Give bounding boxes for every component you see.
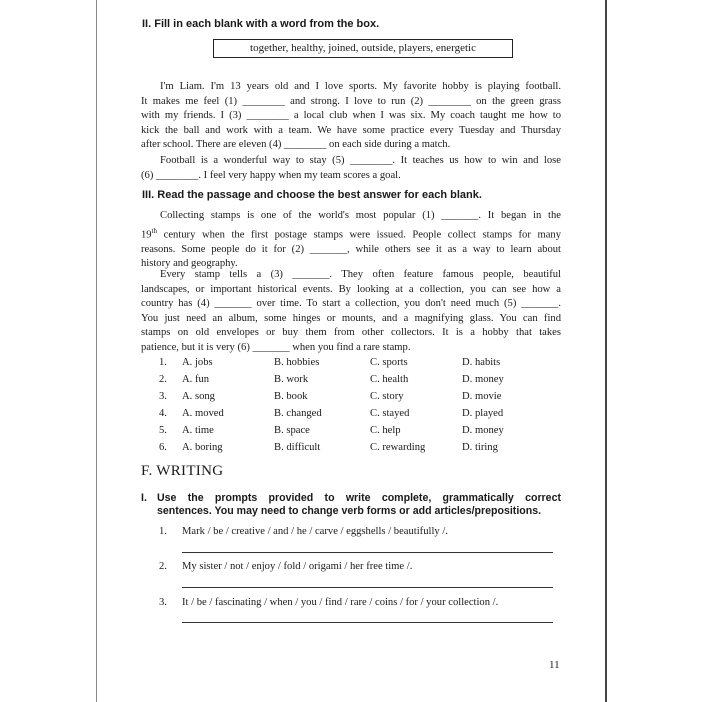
option-a[interactable]: A. time (182, 425, 214, 436)
answer-line[interactable] (182, 552, 553, 553)
option-d[interactable]: D. played (462, 408, 504, 419)
s2-p1-line-5: after school. There are eleven (4) ________ on each side during a match. (141, 139, 451, 150)
s3-p1-century-suffix: th (151, 226, 158, 235)
option-a[interactable]: A. fun (182, 374, 210, 385)
option-c[interactable]: C. help (370, 425, 401, 436)
answer-line[interactable] (182, 622, 553, 623)
s2-p1-line-3: with my friends. I (3) ________ a local club when I was six. My coach taught me how to (141, 110, 561, 121)
option-c[interactable]: C. story (370, 391, 404, 402)
section-3-paragraph-2 (141, 268, 561, 355)
page-right-edge (605, 0, 607, 702)
option-number: 4. (159, 408, 167, 419)
option-a[interactable]: A. jobs (182, 357, 213, 368)
instruction-line-1: Use the prompts provided to write complete, grammatically correct (157, 492, 561, 504)
option-b[interactable]: B. book (274, 391, 308, 402)
option-d[interactable]: D. money (462, 374, 504, 385)
prompt-number: 2. (159, 561, 167, 572)
option-a[interactable]: A. boring (182, 442, 223, 453)
instruction-number: I. (141, 492, 147, 504)
prompt-text: It / be / fascinating / when / you / find / rare / coins / for / your collection /. (182, 597, 499, 608)
s3-p2-line-2: landscapes, or important historical events. By looking at a collection, you can see how a (141, 283, 561, 295)
option-b[interactable]: B. space (274, 425, 310, 436)
section-2-paragraph-2 (141, 154, 561, 183)
s3-p1-century-number: 19 (141, 229, 152, 241)
instruction-line-2: sentences. You may need to change verb forms or add articles/prepositions. (157, 505, 542, 517)
writing-instruction (141, 492, 561, 518)
s2-p2-line-1: Football is a wonderful way to stay (5) ________. It teaches us how to win and lose (160, 155, 561, 166)
prompt-number: 1. (159, 526, 167, 537)
s3-p1-line-2 (141, 224, 561, 243)
option-c[interactable]: C. stayed (370, 408, 410, 419)
option-c[interactable]: C. health (370, 374, 409, 385)
option-b[interactable]: B. changed (274, 408, 322, 419)
s3-p1-line-1: Collecting stamps is one of the world's most popular (1) _______. It began in the (160, 210, 561, 221)
s3-p1-line-2-rest: century when the first postage stamps were issued. People collect stamps for many (157, 229, 561, 241)
option-b[interactable]: B. difficult (274, 442, 321, 453)
s3-p2-line-5: stamps on old envelopes or buy them from other collectors. It is a hobby that takes (141, 327, 561, 338)
word-box: together, healthy, joined, outside, players, energetic (213, 39, 513, 58)
s2-p1-line-1: I'm Liam. I'm 13 years old and I love sports. My favorite hobby is playing football. (160, 81, 561, 92)
option-number: 5. (159, 425, 167, 436)
section-3-heading: III. Read the passage and choose the best answer for each blank. (142, 189, 482, 201)
option-number: 2. (159, 374, 167, 385)
option-number: 1. (159, 357, 167, 368)
section-2-paragraph-1 (141, 80, 561, 153)
s3-p1-line-3: reasons. Some people do it for (2) _______, while others see it as a way to learn about (141, 243, 561, 255)
option-b[interactable]: B. work (274, 374, 309, 385)
option-b[interactable]: B. hobbies (274, 357, 320, 368)
s3-p2-line-4: You just need an album, some hinges or mounts, and a magnifying glass. You can find (141, 312, 561, 324)
page-left-edge (96, 0, 97, 702)
s2-p2-line-2: (6) ________. I feel very happy when my team scores a goal. (141, 169, 401, 181)
page-number: 11 (549, 659, 560, 671)
section-2-heading: II. Fill in each blank with a word from the box. (142, 18, 380, 30)
s3-p2-line-6: patience, but it is very (6) _______ when you find a rare stamp. (141, 341, 411, 353)
s3-p2-line-3: country has (4) _______ over time. To start a collection, you don't need much (5) _______. (141, 298, 561, 309)
s3-p1-line-4: history and geography. (141, 258, 238, 270)
prompt-text: My sister / not / enjoy / fold / origami / her free time /. (182, 561, 413, 572)
answer-line[interactable] (182, 587, 553, 588)
option-number: 3. (159, 391, 167, 402)
prompt-text: Mark / be / creative / and / he / carve / eggshells / beautifully /. (182, 526, 448, 537)
prompt-number: 3. (159, 597, 167, 608)
writing-section-title: F. WRITING (141, 463, 224, 479)
option-d[interactable]: D. tiring (462, 442, 498, 453)
option-d[interactable]: D. movie (462, 391, 502, 402)
s3-p2-line-1: Every stamp tells a (3) _______. They often feature famous people, beautiful (160, 269, 561, 280)
option-d[interactable]: D. habits (462, 357, 501, 368)
section-3-paragraph-1 (141, 209, 561, 272)
option-d[interactable]: D. money (462, 425, 504, 436)
s2-p1-line-2: It makes me feel (1) ________ and strong. I love to run (2) ________ on the green grass (141, 95, 561, 107)
option-a[interactable]: A. moved (182, 408, 224, 419)
instruction-body (157, 492, 561, 518)
option-number: 6. (159, 442, 167, 453)
s2-p1-line-4: kick the ball and work with a team. We have some practice every Tuesday and Thursday (141, 124, 561, 136)
option-a[interactable]: A. song (182, 391, 215, 402)
option-c[interactable]: C. sports (370, 357, 408, 368)
option-c[interactable]: C. rewarding (370, 442, 426, 453)
